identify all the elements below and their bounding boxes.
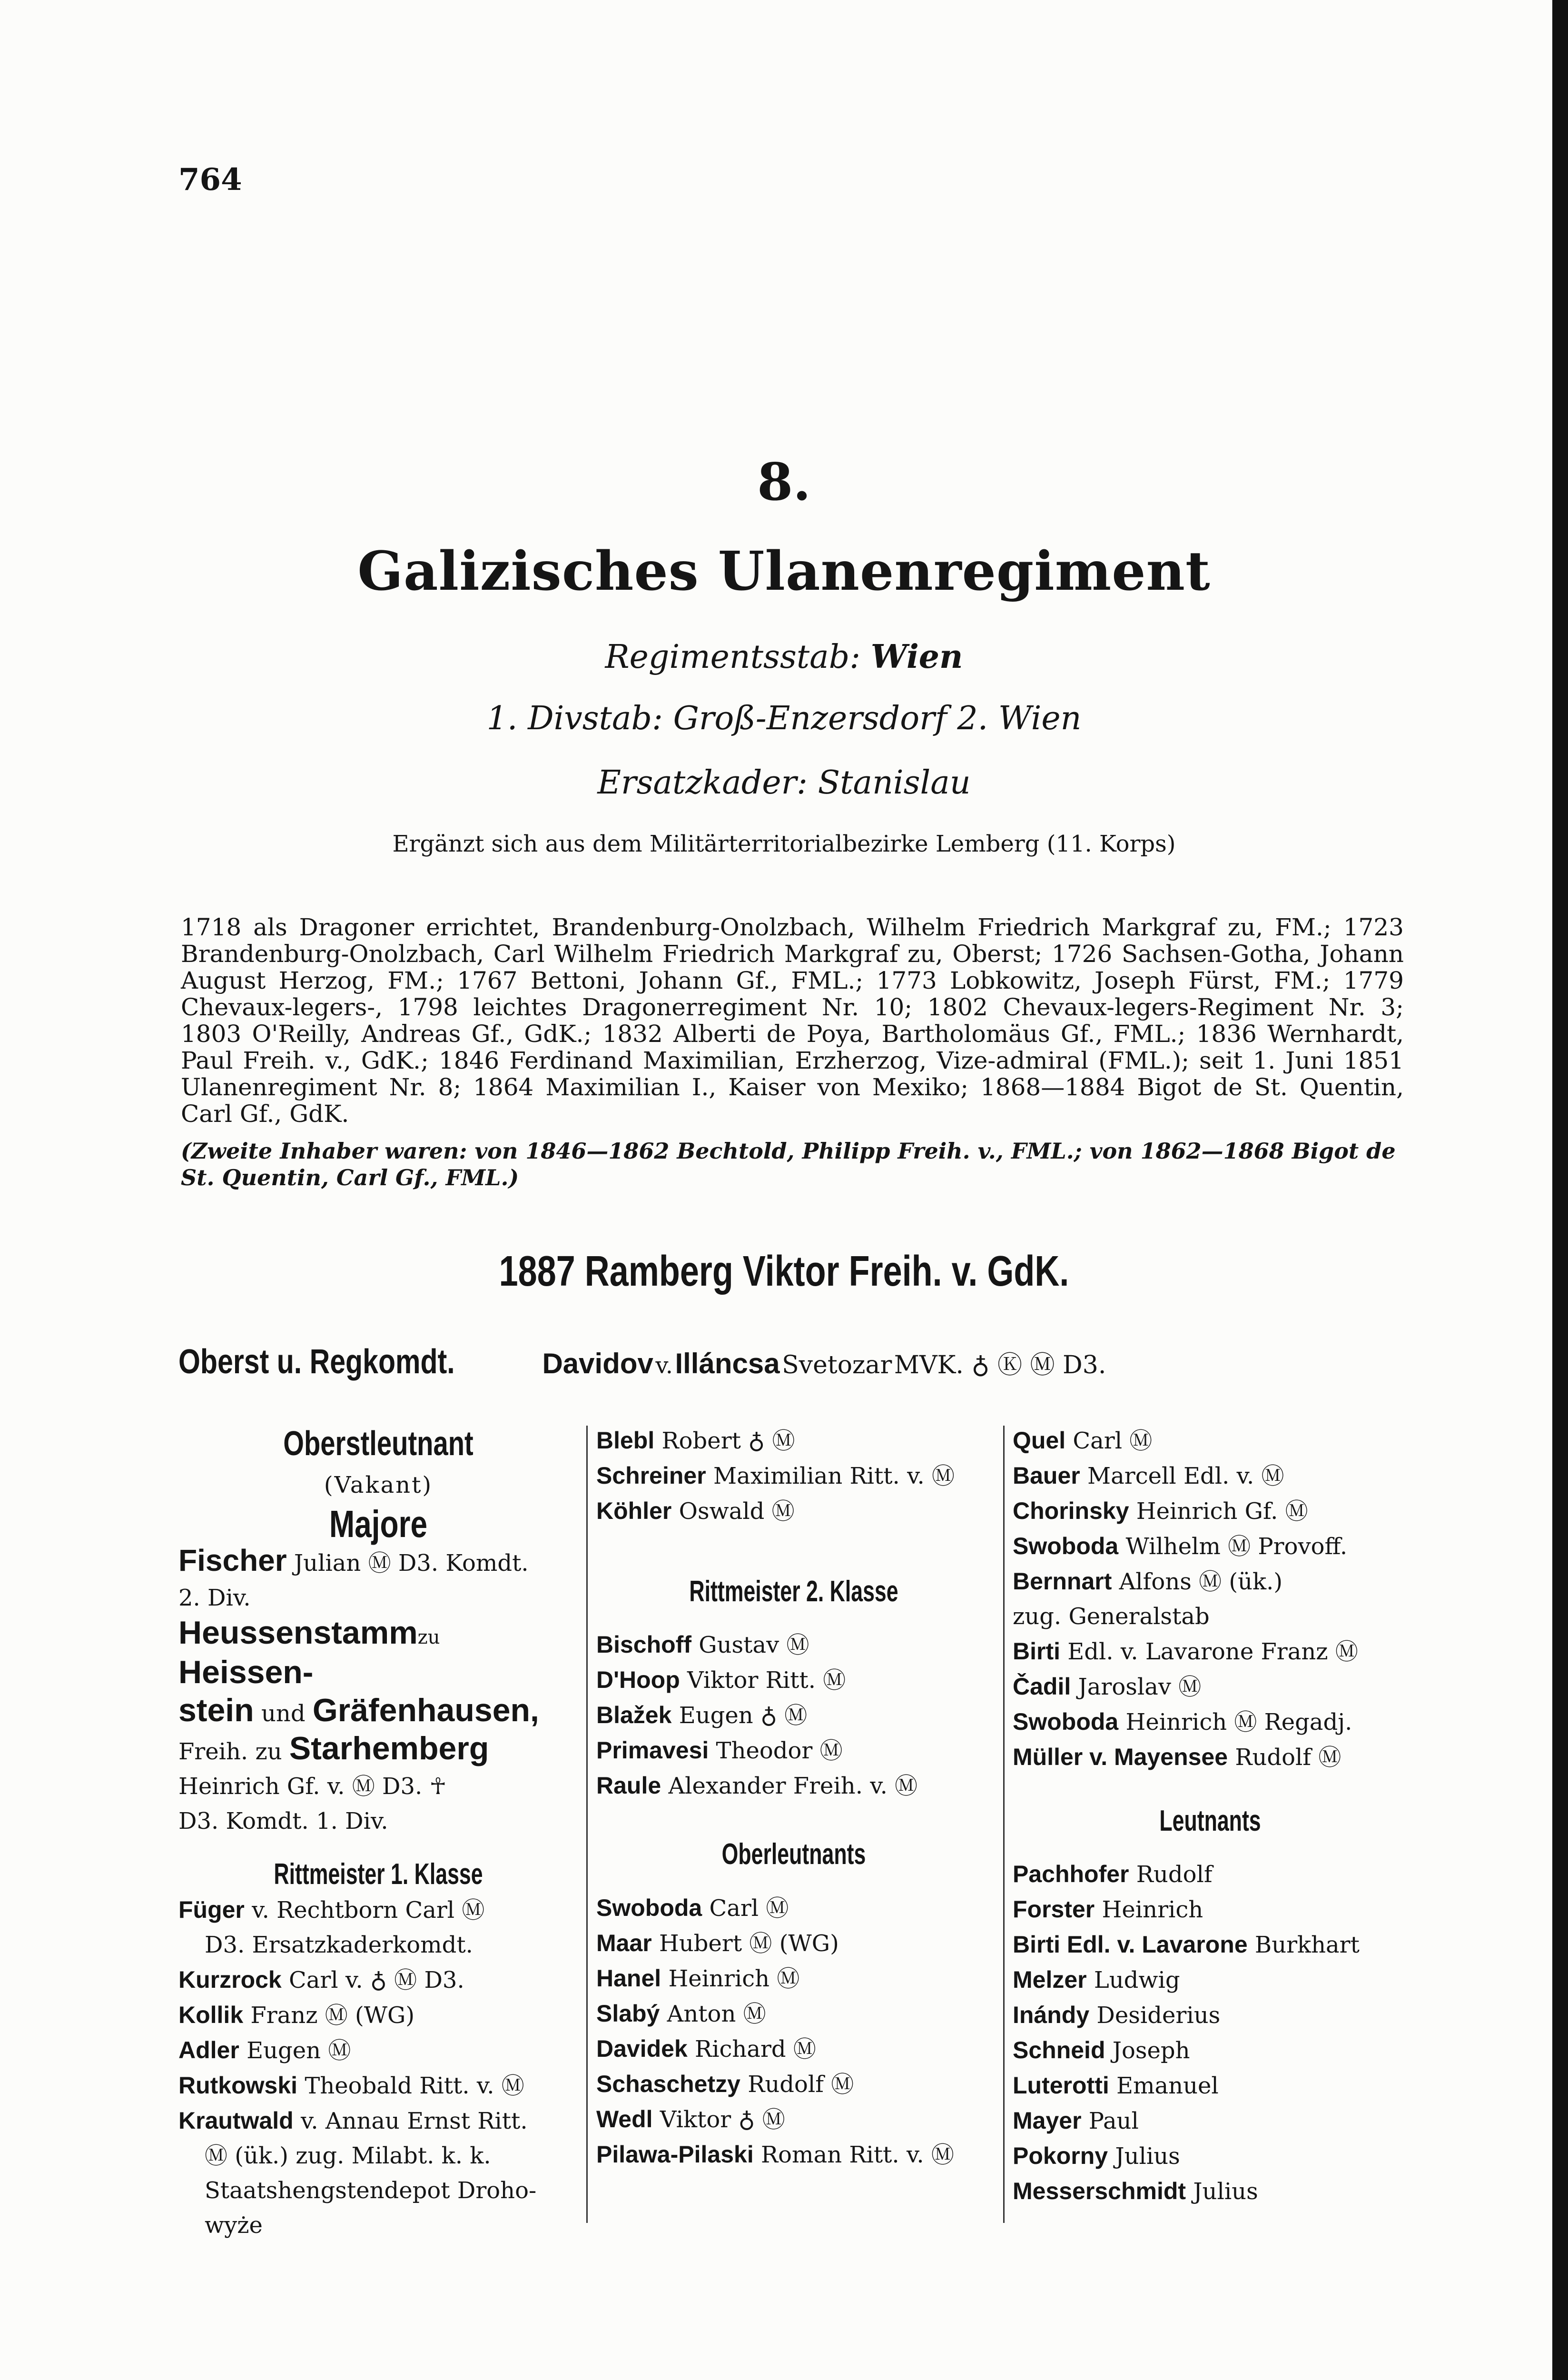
column-divider-1 [586, 1426, 588, 2223]
entry-zu: zu [417, 1626, 440, 1649]
entry-rittm: Köhler Oswald Ⓜ [596, 1497, 795, 1525]
entry-leutnant: Luterotti Emanuel [1013, 2072, 1219, 2100]
entry-cont: zug. Generalstab [1013, 1603, 1210, 1630]
entry-oberleutnant: Davidek Richard Ⓜ [596, 2035, 816, 2063]
rittmeister-2-heading: Rittmeister 2. Klasse [689, 1575, 898, 1608]
vakant: (Vakant) [324, 1472, 433, 1499]
regimentsstab-city: Wien [870, 638, 963, 676]
entry-fischer [178, 1543, 578, 1616]
entry-leutnant: Melzer Ludwig [1013, 1966, 1180, 1994]
entry-oberleutnant: Swoboda Heinrich Ⓜ Regadj. [1013, 1708, 1352, 1735]
history-rest: 1723 Brandenburg-Onolzbach, Carl Wilhelm Friedrich Markgraf zu, Oberst; 1726 Sachsen-Gotha, Johann August Herzog, FM.; 1767 Bettoni, Johann Gf., FML.; 1773 Lobkowitz, Joseph Fürst, FM.; 1779 Chevaux-legers-, 1798 leichtes Dragonerregiment Nr. 10; 1802 Chevaux-legers-Regiment Nr. 3; 1803 O'Reilly, Andreas Gf., GdK.; 1832 Alberti de Poya, Bartholomäus Gf., FML.; 1836 Wernhardt, Paul Freih. v., GdK.; 1846 Ferdinand Maximilian, Erzherzog, Vize-admiral (FML.); seit 1. Juni 1851 Ulanenregiment Nr. 8; 1864 Maximilian I., Kaiser von Mexiko; 1868—1884 Bigot de St. Quentin, Carl Gf., GdK. [181, 913, 1404, 1128]
entry-oberleutnant: Müller v. Mayensee Rudolf Ⓜ [1013, 1744, 1341, 1771]
entry-graefenhausen: Gräfenhausen, [312, 1692, 539, 1729]
entry-krautwald: Krautwald v. Annau Ernst Ritt. Ⓜ (ük.) zug. Milabt. k. k. Staatshengstendepot Droho- wyże [178, 2107, 537, 2239]
entry-rittm2: Primavesi Theodor Ⓜ [596, 1737, 843, 1765]
column-1 [178, 1423, 578, 2243]
oberst-first: Svetozar [782, 1351, 892, 1379]
entry-oberleutnant: Bauer Marcell Edl. v. Ⓜ [1013, 1462, 1284, 1489]
entry-leutnant: Schneid Joseph [1013, 2037, 1190, 2064]
entry-leutnant: Forster Heinrich [1013, 1896, 1203, 1924]
oberst-decor: MVK. ♁ Ⓚ Ⓜ D3. [894, 1351, 1106, 1379]
column-2 [596, 1423, 991, 2172]
entry-name2: Heissen- [178, 1654, 314, 1691]
entry-stein: stein [178, 1692, 254, 1729]
entry-rittm1: Kurzrock Carl v. ♁ Ⓜ D3. [178, 1966, 464, 1993]
entry-oberleutnant: Maar Hubert Ⓜ (WG) [596, 1929, 839, 1957]
entry-leutnant: Birti Edl. v. Lavarone Burkhart [1013, 1931, 1360, 1959]
regiment-history [181, 914, 1404, 1127]
ergaenzt-line: Ergänzt sich aus dem Militärterritorialbezirke Lemberg (11. Korps) [392, 831, 1176, 857]
entry-oberleutnant: Chorinsky Heinrich Gf. Ⓜ [1013, 1497, 1308, 1525]
entry-rittm1: Adler Eugen Ⓜ [178, 2036, 351, 2064]
zweite-inhaber: (Zweite Inhaber waren: von 1846—1862 Bechtold, Philipp Freih. v., FML.; von 1862—1868 Bigot de St. Quentin, Carl Gf., FML.) [181, 1138, 1396, 1190]
entry-rittm1: Kollik Franz Ⓜ (WG) [178, 2001, 415, 2029]
history-first-line: 1718 als Dragoner errichtet, Brandenburg-Onolzbach, Wilhelm Friedrich Markgraf zu, FM.; [181, 913, 1331, 941]
majore-heading: Majore [329, 1503, 428, 1546]
entry-name: Heussenstamm [178, 1615, 418, 1651]
entry-starhemberg: Starhemberg [289, 1730, 489, 1767]
entry-oberleutnant: Čadil Jaroslav Ⓜ [1013, 1673, 1202, 1700]
entry-leutnant: Pachhofer Rudolf [1013, 1861, 1213, 1888]
entry-freih: Freih. zu [178, 1738, 282, 1765]
entry-leutnant: Inándy Desiderius [1013, 2002, 1221, 2029]
entry-rittm2: D'Hoop Viktor Ritt. Ⓜ [596, 1666, 846, 1694]
entry-rittm: Blebl Robert ♁ Ⓜ [596, 1427, 795, 1454]
oberst-line [178, 1342, 1106, 1381]
entry-leutnant: Mayer Paul [1013, 2107, 1139, 2135]
regiment-name: Galizisches Ulanenregiment [357, 540, 1211, 603]
entry-oberleutnant: Bernnart Alfons Ⓜ (ük.) zug. Generalstab [1013, 1564, 1408, 1634]
entry-und: und [261, 1700, 306, 1727]
entry-leutnant: Pokorny Julius [1013, 2142, 1180, 2170]
scan-edge-right [1552, 0, 1568, 2380]
inhaber-heading: 1887 Ramberg Viktor Freih. v. GdK. [499, 1248, 1069, 1295]
oberst-label: Oberst u. Regkomdt. [178, 1343, 455, 1381]
page-number: 764 [178, 162, 242, 198]
regiment-number: 8. [757, 452, 811, 512]
entry-oberleutnant: Swoboda Wilhelm Ⓜ Provoff. [1013, 1533, 1348, 1560]
oberleutnants-heading: Oberleutnants [721, 1838, 866, 1871]
oberst-name: Davidov [542, 1348, 653, 1379]
entry-rest: Julian Ⓜ D3. Komdt. [294, 1550, 529, 1577]
entry-rittm2: Raule Alexander Freih. v. Ⓜ [596, 1772, 918, 1800]
entry-leutnant: Messerschmidt Julius [1013, 2178, 1258, 2205]
oberstleutnant-heading: Oberstleutnant [283, 1425, 473, 1463]
column-3 [1013, 1423, 1408, 2209]
column-divider-2 [1003, 1426, 1005, 2223]
entry-oberleutnant: Swoboda Carl Ⓜ [596, 1894, 789, 1922]
entry-oberleutnant: Schaschetzy Rudolf Ⓜ [596, 2070, 854, 2098]
entry-cont: 2. Div. [178, 1585, 251, 1612]
divstab: 1. Divstab: Groß-Enzersdorf 2. Wien [486, 700, 1082, 737]
ersatzkader: Ersatzkader: Stanislau [597, 764, 971, 802]
entry-oberleutnant: Birti Edl. v. Lavarone Franz Ⓜ [1013, 1638, 1358, 1665]
entry-name: Fischer [178, 1543, 287, 1578]
oberst-name2: Illáncsa [675, 1348, 780, 1379]
entry-oberleutnant: Wedl Viktor ♁ Ⓜ [596, 2105, 785, 2133]
entry-rittm: Schreiner Maximilian Ritt. v. Ⓜ [596, 1462, 955, 1489]
entry-heussenstamm [178, 1616, 578, 1839]
leutnants-heading: Leutnants [1159, 1805, 1261, 1837]
oberst-v: v. [655, 1352, 673, 1379]
entry-oberleutnant: Pilawa-Pilaski Roman Ritt. v. Ⓜ [596, 2141, 954, 2168]
regimentsstab-label: Regimentsstab: [605, 638, 861, 676]
entry-oberleutnant: Slabý Anton Ⓜ [596, 2000, 766, 2027]
entry-line4: Heinrich Gf. v. Ⓜ D3. ☥ [178, 1773, 447, 1800]
entry-oberleutnant: Hanel Heinrich Ⓜ [596, 1964, 800, 1992]
entry-rittm2: Bischoff Gustav Ⓜ [596, 1631, 809, 1659]
entry-rittm1: Rutkowski Theobald Ritt. v. Ⓜ [178, 2072, 524, 2099]
entry-line5: D3. Komdt. 1. Div. [178, 1808, 388, 1835]
regimentsstab [0, 638, 1568, 676]
entry-oberleutnant: Quel Carl Ⓜ [1013, 1427, 1153, 1454]
entry-rittm1: Füger v. Rechtborn Carl Ⓜ D3. Ersatzkaderkomdt. [178, 1896, 485, 1958]
rittmeister-1-heading: Rittmeister 1. Klasse [274, 1858, 483, 1891]
entry-rittm2: Blažek Eugen ♁ Ⓜ [596, 1702, 808, 1729]
